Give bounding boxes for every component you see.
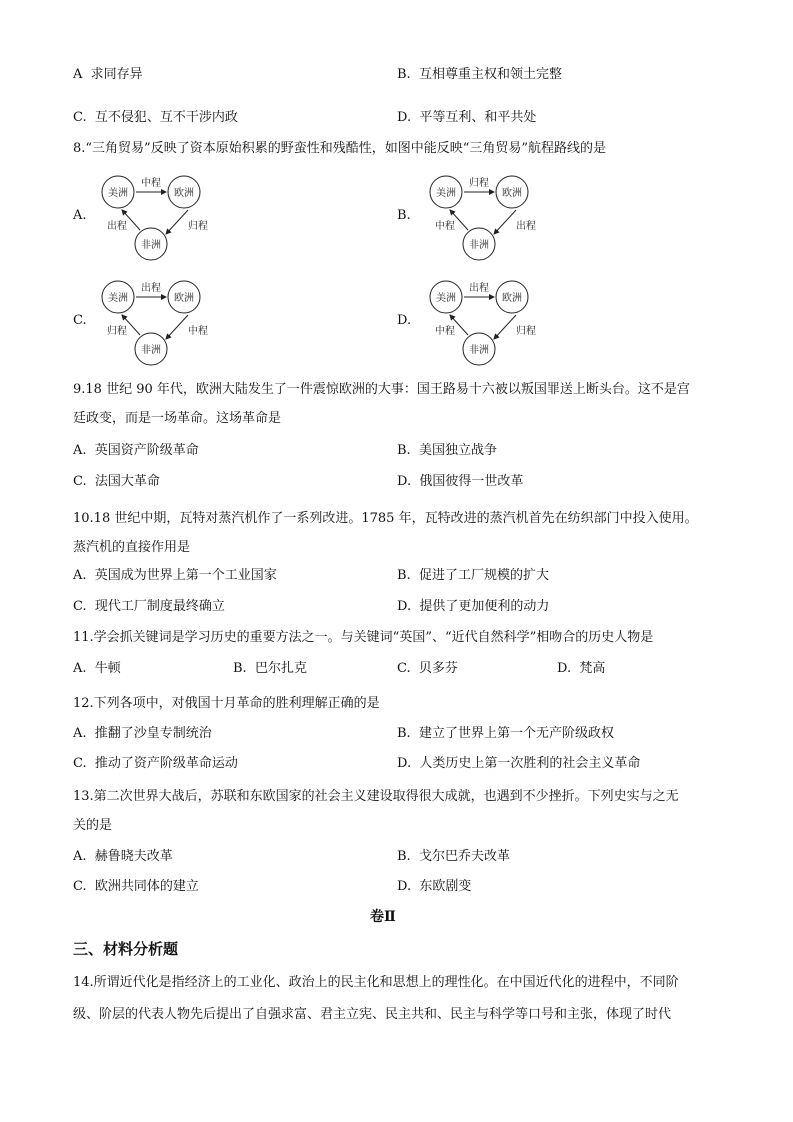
q12-option-d[interactable] bbox=[397, 756, 640, 772]
route-label-left: 中程 bbox=[435, 326, 455, 337]
q14-line2: 级、阶层的代表人物先后提出了自强求富、君主立宪、民主共和、民主与科学等口号和主张，体现了时代 bbox=[73, 1007, 672, 1022]
route-label-left: 归程 bbox=[107, 326, 127, 337]
q8-option-a-diagram bbox=[100, 172, 220, 267]
option-text: 欧洲共同体的建立 bbox=[94, 879, 199, 894]
america-label: 美洲 bbox=[108, 188, 128, 199]
option-letter: B. bbox=[397, 849, 411, 864]
q10-option-c[interactable] bbox=[73, 599, 225, 615]
q12-option-c[interactable] bbox=[73, 756, 238, 772]
q8-option-b-letter[interactable]: B. bbox=[397, 208, 411, 223]
europe-label: 欧洲 bbox=[174, 293, 194, 304]
option-letter: C. bbox=[73, 474, 87, 489]
option-text: 牛顿 bbox=[94, 661, 121, 676]
q13-option-d[interactable] bbox=[397, 879, 471, 895]
option-letter: A. bbox=[73, 568, 87, 583]
option-text: 促进了工厂规模的扩大 bbox=[418, 568, 549, 583]
option-text: 英国资产阶级革命 bbox=[94, 443, 199, 458]
q13-stem-line1: 13.第二次世界大战后，苏联和东欧国家的社会主义建设取得很大成就，也遇到不少挫折。下列史实与之无 bbox=[73, 789, 679, 804]
africa-label: 非洲 bbox=[141, 240, 161, 251]
option-letter: B. bbox=[397, 568, 411, 583]
option-text: 梵高 bbox=[579, 661, 606, 676]
option-letter: C. bbox=[73, 756, 87, 771]
option-text: 赫鲁晓夫改革 bbox=[94, 849, 173, 864]
option-text: 英国成为世界上第一个工业国家 bbox=[94, 568, 277, 583]
q13-option-b[interactable] bbox=[397, 849, 510, 865]
q10-stem-line2: 蒸汽机的直接作用是 bbox=[73, 540, 191, 555]
q11-option-c[interactable] bbox=[397, 661, 458, 677]
q12-option-a[interactable] bbox=[73, 726, 212, 742]
route-label-left: 中程 bbox=[435, 221, 455, 232]
q13-option-c[interactable] bbox=[73, 879, 199, 895]
europe-label: 欧洲 bbox=[174, 188, 194, 199]
q7-option-d[interactable] bbox=[397, 110, 536, 126]
option-letter: D. bbox=[397, 756, 412, 771]
q10-option-a[interactable] bbox=[73, 568, 277, 584]
option-letter: C. bbox=[73, 879, 87, 894]
q8-option-a-letter[interactable]: A. bbox=[73, 208, 87, 223]
option-letter: D. bbox=[397, 474, 412, 489]
route-label-top: 出程 bbox=[469, 283, 489, 294]
q8-option-b-diagram bbox=[428, 172, 548, 267]
q8-stem: 8.“三角贸易”反映了资本原始积累的野蛮性和残酷性，如图中能反映“三角贸易”航程路线的是 bbox=[73, 141, 606, 156]
option-text: 求同存异 bbox=[90, 67, 143, 82]
option-letter: D. bbox=[557, 661, 572, 676]
q9-stem-line2: 廷政变，而是一场革命。这场革命是 bbox=[73, 411, 282, 426]
q7-option-a[interactable] bbox=[73, 67, 143, 83]
africa-label: 非洲 bbox=[469, 240, 489, 251]
q8-option-d-diagram bbox=[428, 277, 548, 372]
option-letter: B. bbox=[233, 661, 247, 676]
option-text: 贝多芬 bbox=[418, 661, 458, 676]
q11-option-a[interactable] bbox=[73, 661, 121, 677]
q10-stem-line1: 10.18 世纪中期，瓦特对蒸汽机作了一系列改进。1785 年，瓦特改进的蒸汽机首先在纺织部门中投入使用。 bbox=[73, 511, 698, 526]
q11-stem: 11.学会抓关键词是学习历史的重要方法之一。与关键词“英国”、“近代自然科学”相吻合的历史人物是 bbox=[73, 630, 654, 645]
route-label-right: 出程 bbox=[516, 221, 536, 232]
arrow-europe-africa bbox=[166, 210, 188, 234]
option-text: 戈尔巴乔夫改革 bbox=[418, 849, 510, 864]
option-text: 现代工厂制度最终确立 bbox=[94, 599, 225, 614]
q10-option-b[interactable] bbox=[397, 568, 549, 584]
q12-option-b[interactable] bbox=[397, 726, 614, 742]
q8-option-c-diagram bbox=[100, 277, 220, 372]
option-letter: B. bbox=[397, 726, 411, 741]
q7-option-b[interactable] bbox=[397, 67, 562, 83]
option-text: 推翻了沙皇专制统治 bbox=[94, 726, 212, 741]
route-label-right: 归程 bbox=[188, 221, 208, 232]
america-label: 美洲 bbox=[436, 188, 456, 199]
option-text: 法国大革命 bbox=[94, 474, 160, 489]
option-letter: B. bbox=[397, 443, 411, 458]
q13-option-a[interactable] bbox=[73, 849, 173, 865]
europe-label: 欧洲 bbox=[502, 293, 522, 304]
option-letter: A. bbox=[73, 661, 87, 676]
route-label-left: 出程 bbox=[107, 221, 127, 232]
q9-option-c[interactable] bbox=[73, 474, 160, 490]
africa-label: 非洲 bbox=[141, 345, 161, 356]
q7-option-c[interactable] bbox=[73, 110, 238, 126]
q8-option-d-letter[interactable]: D. bbox=[397, 313, 412, 328]
q9-option-a[interactable] bbox=[73, 443, 199, 459]
q9-option-b[interactable] bbox=[397, 443, 497, 459]
option-text: 美国独立战争 bbox=[418, 443, 497, 458]
q11-option-d[interactable] bbox=[557, 661, 605, 677]
america-label: 美洲 bbox=[436, 293, 456, 304]
option-text: 互相尊重主权和领土完整 bbox=[418, 67, 562, 82]
option-letter: C. bbox=[397, 661, 411, 676]
option-letter: C. bbox=[73, 599, 87, 614]
q11-option-b[interactable] bbox=[233, 661, 307, 677]
route-label-right: 中程 bbox=[188, 326, 208, 337]
option-letter: A bbox=[73, 67, 83, 82]
route-label-right: 归程 bbox=[516, 326, 536, 337]
option-text: 平等互利、和平共处 bbox=[419, 110, 537, 125]
option-letter: A. bbox=[73, 443, 87, 458]
route-label-top: 归程 bbox=[469, 178, 489, 189]
option-text: 东欧剧变 bbox=[419, 879, 472, 894]
america-label: 美洲 bbox=[108, 293, 128, 304]
europe-label: 欧洲 bbox=[502, 188, 522, 199]
option-letter: D. bbox=[397, 110, 412, 125]
option-text: 互不侵犯、互不干涉内政 bbox=[94, 110, 238, 125]
q8-option-c-letter[interactable]: C. bbox=[73, 313, 87, 328]
q12-stem: 12.下列各项中，对俄国十月革命的胜利理解正确的是 bbox=[73, 696, 380, 711]
q13-stem-line2: 关的是 bbox=[73, 818, 113, 833]
route-label-top: 出程 bbox=[141, 283, 161, 294]
option-text: 推动了资产阶级革命运动 bbox=[94, 756, 238, 771]
option-letter: C. bbox=[73, 110, 87, 125]
option-text: 俄国彼得一世改革 bbox=[419, 474, 524, 489]
option-text: 建立了世界上第一个无产阶级政权 bbox=[418, 726, 614, 741]
option-text: 提供了更加便利的动力 bbox=[419, 599, 550, 614]
volume-heading: 卷Ⅱ bbox=[370, 909, 396, 925]
route-label-top: 中程 bbox=[141, 178, 161, 189]
q10-option-d[interactable] bbox=[397, 599, 549, 615]
option-letter: A. bbox=[73, 726, 87, 741]
option-letter: B. bbox=[397, 67, 411, 82]
q9-option-d[interactable] bbox=[397, 474, 523, 490]
option-letter: D. bbox=[397, 879, 412, 894]
option-letter: A. bbox=[73, 849, 87, 864]
section-heading: 三、材料分析题 bbox=[73, 940, 179, 958]
arrow-europe-africa bbox=[494, 210, 516, 234]
arrow-europe-africa bbox=[166, 315, 188, 339]
africa-label: 非洲 bbox=[469, 345, 489, 356]
arrow-europe-africa bbox=[494, 315, 516, 339]
q14-line1: 14.所谓近代化是指经济上的工业化、政治上的民主化和思想上的理性化。在中国近代化的进程中，不同阶 bbox=[73, 975, 679, 990]
option-text: 巴尔扎克 bbox=[254, 661, 307, 676]
option-text: 人类历史上第一次胜利的社会主义革命 bbox=[419, 756, 641, 771]
option-letter: D. bbox=[397, 599, 412, 614]
q9-stem-line1: 9.18 世纪 90 年代，欧洲大陆发生了一件震惊欧洲的大事：国王路易十六被以叛国罪送上断头台。这不是宫 bbox=[73, 382, 690, 397]
